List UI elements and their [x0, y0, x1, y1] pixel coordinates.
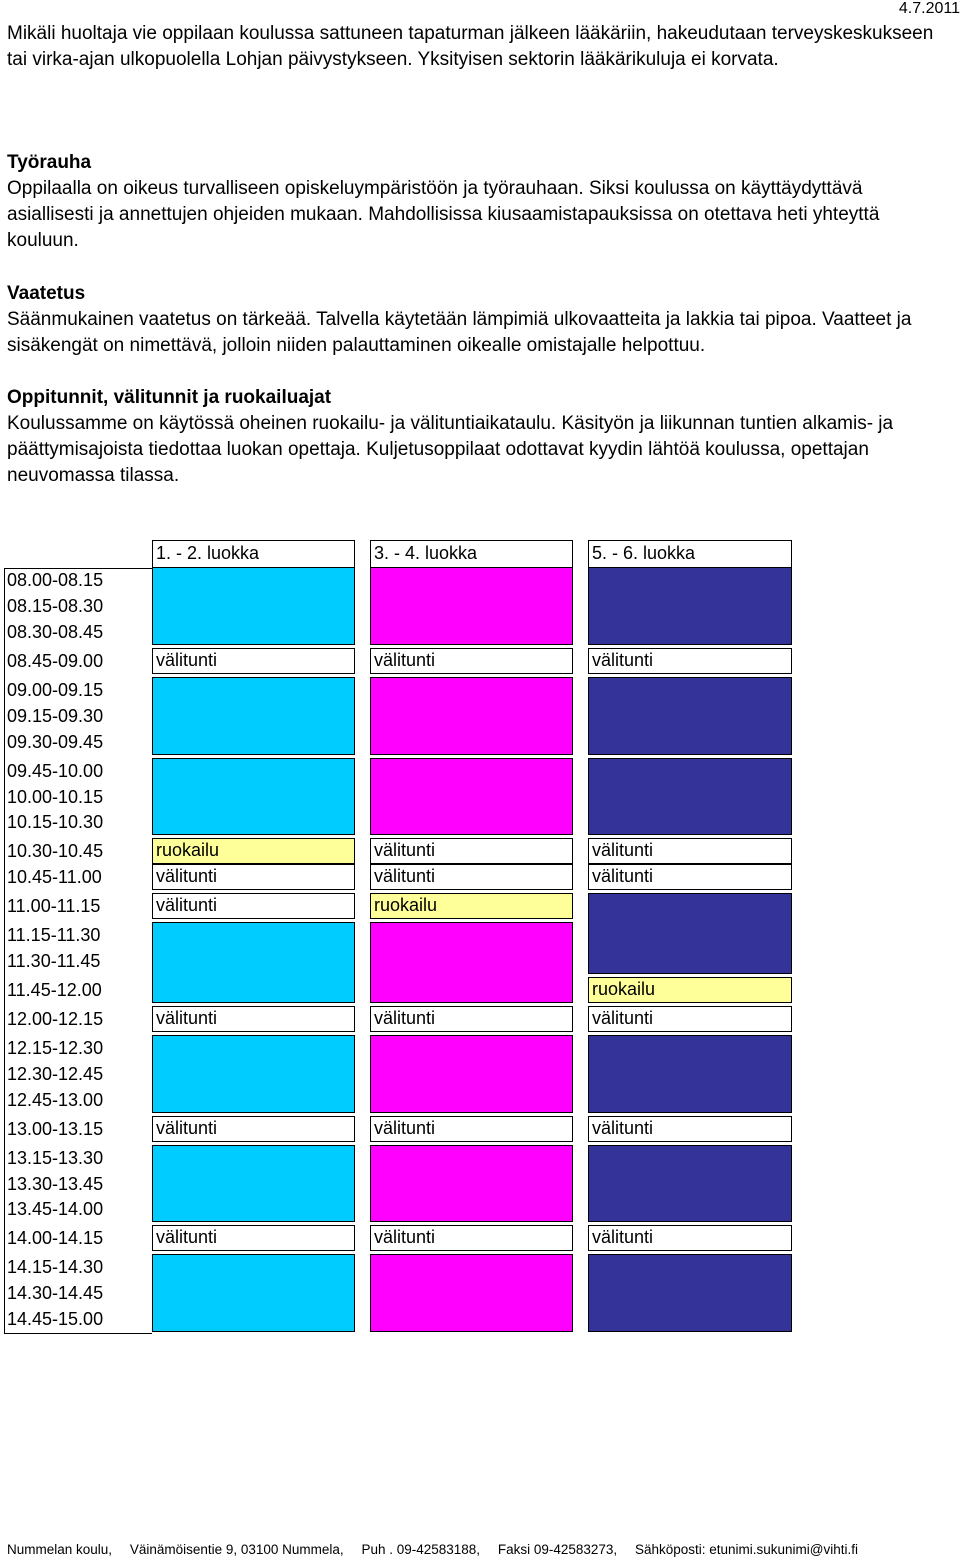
footer-school: Nummelan koulu,: [7, 1542, 113, 1557]
break-cell: välitunti: [152, 1116, 355, 1142]
time-label: 11.30-11.45: [7, 951, 101, 971]
lesson-block: [370, 677, 573, 755]
break-cell: välitunti: [152, 1225, 355, 1251]
lunch-cell: ruokailu: [152, 838, 355, 864]
lesson-block: [588, 1254, 792, 1332]
lesson-block: [370, 1254, 573, 1332]
time-label: 12.30-12.45: [7, 1064, 104, 1084]
break-cell: välitunti: [588, 1225, 792, 1251]
lesson-block: [370, 567, 573, 645]
time-label: 10.30-10.45: [7, 841, 104, 861]
time-label: 11.15-11.30: [7, 925, 101, 945]
break-cell: välitunti: [152, 893, 355, 919]
lesson-block: [370, 758, 573, 835]
section-oppitunnit: [7, 385, 947, 489]
lesson-block: [152, 1035, 355, 1113]
lesson-block: [588, 677, 792, 755]
lesson-block: [152, 922, 355, 1003]
time-label: 12.00-12.15: [7, 1009, 104, 1029]
time-label: 09.30-09.45: [7, 732, 104, 752]
section-text: Koulussamme on käytössä oheinen ruokailu- ja välituntiaikataulu. Käsityön ja liikunnan tuntien alkamis- ja päättymisajoista tiedottaa luokan opettaja. Kuljetusoppilaat odottavat kyydin lähtöä koulussa, opettajan neuvomassa tilassa.: [7, 413, 894, 486]
break-cell: välitunti: [588, 648, 792, 674]
footer-fax: Faksi 09-42583273,: [497, 1542, 618, 1557]
lesson-block: [152, 567, 355, 645]
document-date: 4.7.2011: [898, 0, 960, 17]
time-label: 12.15-12.30: [7, 1038, 104, 1058]
time-label: 13.00-13.15: [7, 1119, 104, 1139]
intro-paragraph: Mikäli huoltaja vie oppilaan koulussa sattuneen tapaturman jälkeen lääkäriin, hakeudutaan terveyskeskukseen tai virka-ajan ulkopuolella Lohjan päivystykseen. Yksityisen sektorin lääkärikuluja ei korvata.: [7, 23, 934, 70]
time-label: 09.45-10.00: [7, 761, 104, 781]
break-cell: välitunti: [588, 1116, 792, 1142]
time-label: 14.15-14.30: [7, 1257, 104, 1277]
time-label: 14.45-15.00: [7, 1309, 104, 1329]
time-label: 08.15-08.30: [7, 596, 104, 616]
column-header: 1. - 2. luokka: [152, 540, 355, 568]
break-cell: välitunti: [370, 1225, 573, 1251]
time-label: 08.00-08.15: [7, 570, 104, 590]
lesson-block: [152, 1254, 355, 1332]
lunch-cell: ruokailu: [588, 977, 792, 1003]
lesson-block: [152, 758, 355, 835]
break-cell: välitunti: [588, 864, 792, 890]
time-label: 10.45-11.00: [7, 867, 102, 887]
section-vaatetus: [7, 281, 947, 359]
time-label: 10.15-10.30: [7, 812, 104, 832]
footer-email: Sähköposti: etunimi.sukunimi@vihti.fi: [634, 1542, 858, 1557]
time-label: 12.45-13.00: [7, 1090, 104, 1110]
lesson-block: [588, 1145, 792, 1222]
break-cell: välitunti: [152, 1006, 355, 1032]
break-cell: välitunti: [370, 838, 573, 864]
time-label: 14.00-14.15: [7, 1228, 104, 1248]
time-label: 08.30-08.45: [7, 622, 104, 642]
time-label: 09.15-09.30: [7, 706, 104, 726]
time-label: 13.30-13.45: [7, 1174, 104, 1194]
lesson-block: [152, 1145, 355, 1222]
lesson-block: [370, 1145, 573, 1222]
column-header: 5. - 6. luokka: [588, 540, 792, 568]
time-column-frame: [4, 568, 152, 1334]
section-heading: Työrauha: [7, 152, 92, 173]
time-label: 13.15-13.30: [7, 1148, 104, 1168]
time-label: 09.00-09.15: [7, 680, 104, 700]
section-text: Säänmukainen vaatetus on tärkeää. Talvella käytetään lämpimiä ulkovaatteita ja lakkia tai pipoa. Vaatteet ja sisäkengät on nimettävä, jolloin niiden palauttaminen oikealle omistajalle helpottuu.: [7, 309, 912, 356]
section-heading: Oppitunnit, välitunnit ja ruokailuajat: [7, 387, 332, 408]
section-text: Oppilaalla on oikeus turvalliseen opiskeluympäristöön ja työrauhaan. Siksi koulussa on käyttäydyttävä asiallisesti ja annettujen ohjeiden mukaan. Mahdollisissa kiusaamistapauksissa on otettava heti yhteyttä kouluun.: [7, 178, 880, 251]
section-heading: Vaatetus: [7, 283, 86, 304]
footer: [7, 1541, 872, 1559]
break-cell: välitunti: [370, 648, 573, 674]
break-cell: välitunti: [588, 838, 792, 864]
break-cell: välitunti: [370, 864, 573, 890]
lesson-block: [588, 893, 792, 974]
break-cell: välitunti: [588, 1006, 792, 1032]
break-cell: välitunti: [152, 648, 355, 674]
lesson-block: [152, 677, 355, 755]
column-header: 3. - 4. luokka: [370, 540, 573, 568]
break-cell: välitunti: [370, 1116, 573, 1142]
time-label: 13.45-14.00: [7, 1199, 104, 1219]
time-label: 11.00-11.15: [7, 896, 101, 916]
time-label: 10.00-10.15: [7, 787, 104, 807]
time-label: 11.45-12.00: [7, 980, 102, 1000]
time-label: 14.30-14.45: [7, 1283, 104, 1303]
footer-phone: Puh . 09-42583188,: [361, 1542, 481, 1557]
lesson-block: [588, 1035, 792, 1113]
time-label: 08.45-09.00: [7, 651, 104, 671]
lesson-block: [370, 1035, 573, 1113]
footer-address: Väinämöisentie 9, 03100 Nummela,: [129, 1542, 344, 1557]
lesson-block: [370, 922, 573, 1003]
section-tyorauha: [7, 150, 947, 254]
lesson-block: [588, 758, 792, 835]
lunch-cell: ruokailu: [370, 893, 573, 919]
break-cell: välitunti: [370, 1006, 573, 1032]
break-cell: välitunti: [152, 864, 355, 890]
lesson-block: [588, 567, 792, 645]
